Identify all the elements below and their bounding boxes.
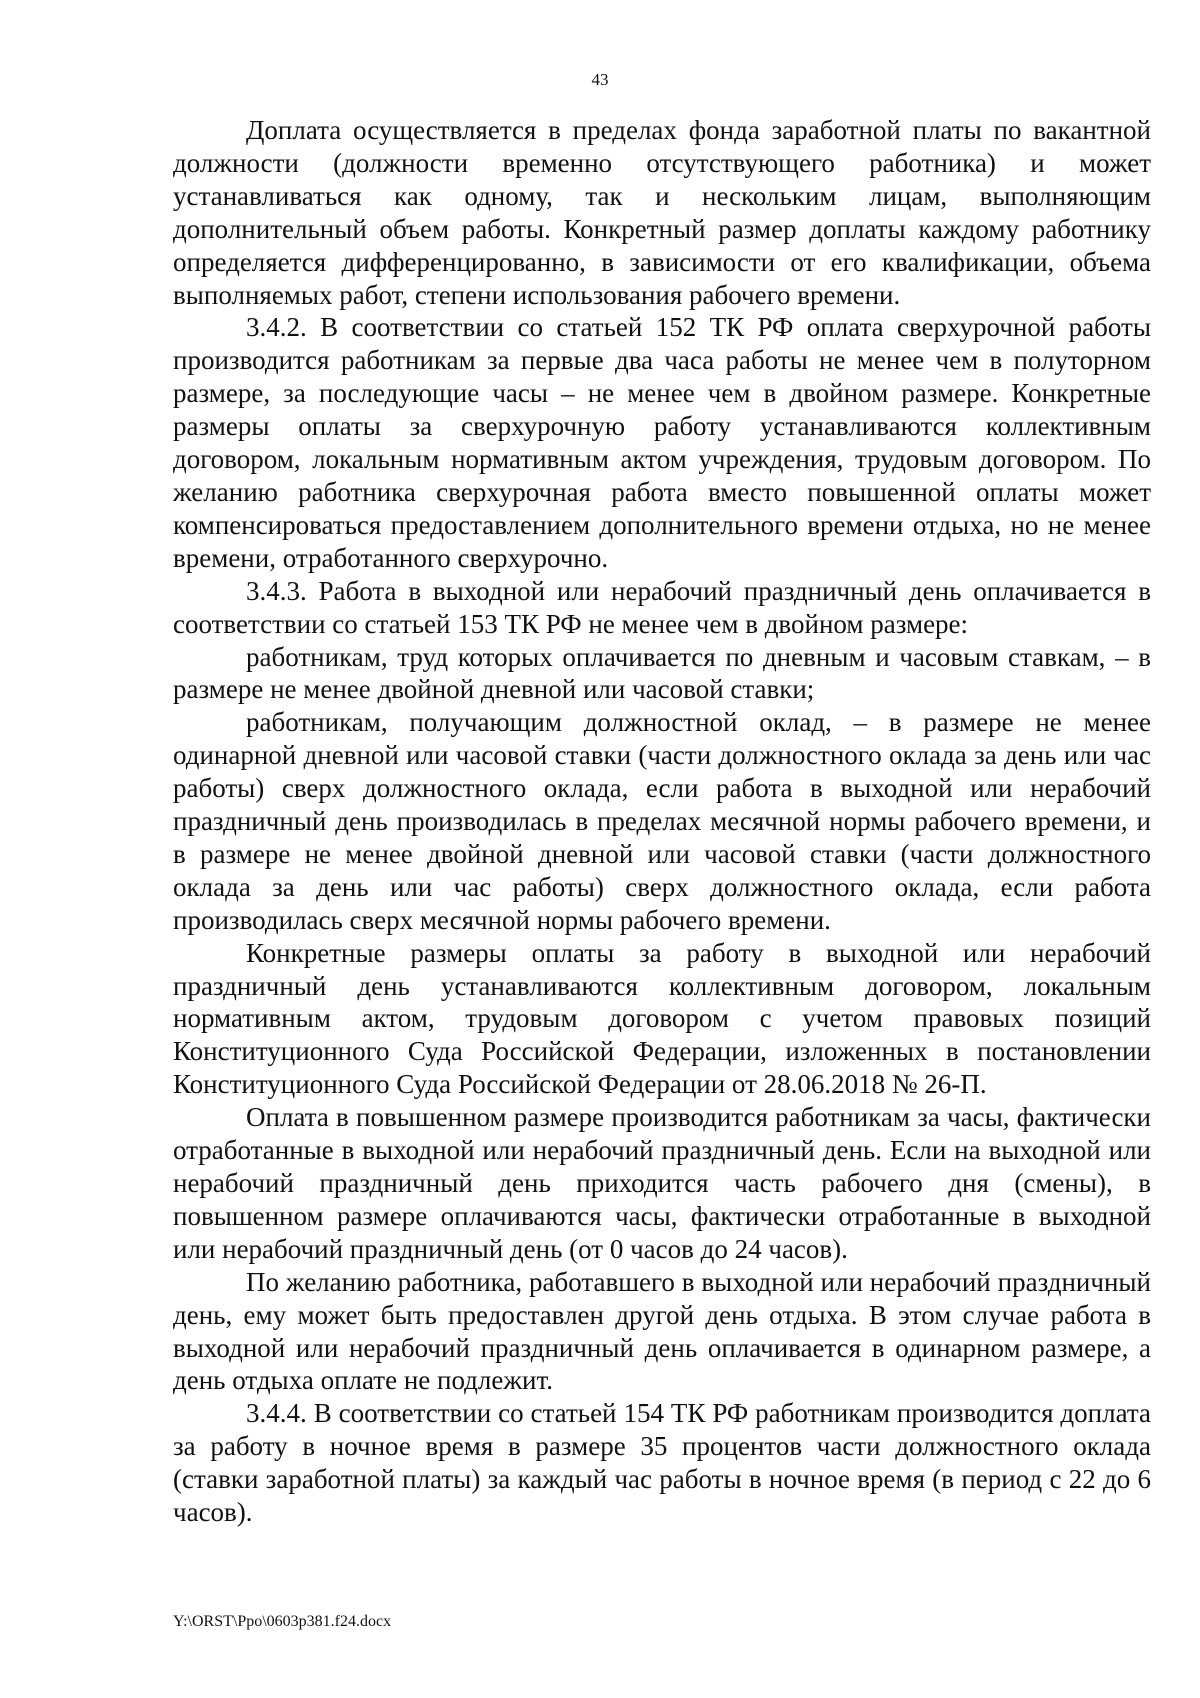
paragraph-allowance-vacancy: Доплата осуществляется в пределах фонда заработной платы по вакантной должности (должности временно отсутствующего работника) и может устанавливаться как одному, так и нескольким лицам, выполняющим дополнительный объем работы. Конкретный размер доплаты каждому работнику определяется дифференцированно, в зависимости от его квалификации, объема выполняемых работ, степени использования рабочего времени.	[173, 115, 1151, 310]
document-body	[173, 114, 1151, 1529]
paragraph-increased-pay-hours: Оплата в повышенном размере производится работникам за часы, фактически отработанные в выходной или нерабочий праздничный день. Если на выходной или нерабочий праздничный день приходится часть рабочего дня (смены), в повышенном размере оплачиваются часы, фактически отработанные в выходной или нерабочий праздничный день (от 0 часов до 24 часов).	[173, 1102, 1151, 1264]
paragraph-3-4-2-overtime: 3.4.2. В соответствии со статьей 152 ТК РФ оплата сверхурочной работы производится работникам за первые два часа работы не менее чем в полуторном размере, за последующие часы – не менее чем в двойном размере. Конкретные размеры оплаты за сверхурочную работу устанавливаются коллективным договором, локальным нормативным актом учреждения, трудовым договором. По желанию работника сверхурочная работа вместо повышенной оплаты может компенсироваться предоставлением дополнительного времени отдыха, но не менее времени, отработанного сверхурочно.	[173, 312, 1151, 573]
paragraph-daily-hourly-rates: работникам, труд которых оплачивается по дневным и часовым ставкам, – в размере не менее двойной дневной или часовой ставки;	[173, 641, 1151, 705]
page-number: 43	[591, 70, 609, 89]
paragraph-day-off-option: По желанию работника, работавшего в выходной или нерабочий праздничный день, ему может быть предоставлен другой день отдыха. В этом случае работа в выходной или нерабочий праздничный день оплачивается в одинарном размере, а день отдыха оплате не подлежит.	[173, 1266, 1151, 1396]
paragraph-holiday-pay-amounts: Конкретные размеры оплаты за работу в выходной или нерабочий праздничный день устанавливаются коллективным договором, локальным нормативным актом, трудовым договором с учетом правовых позиций Конституционного Суда Российской Федерации, изложенных в постановлении Конституционного Суда Российской Федерации от 28.06.2018 № 26-П.	[173, 937, 1151, 1100]
paragraph-salaried-workers: работникам, получающим должностной оклад, – в размере не менее одинарной дневной или часовой ставки (части должностного оклада за день или час работы) сверх должностного оклада, если работа в выходной или нерабочий праздничный день производилась в пределах месячной нормы рабочего времени, и в размере не менее двойной дневной или часовой ставки (части должностного оклада за день или час работы) сверх должностного оклада, если работа производилась сверх месячной нормы рабочего времени.	[173, 707, 1151, 935]
file-path-footer: Y:\ORST\Ppo\0603p381.f24.docx	[173, 1613, 392, 1630]
paragraph-3-4-3-holiday-work: 3.4.3. Работа в выходной или нерабочий праздничный день оплачивается в соответствии со статьей 153 ТК РФ не менее чем в двойном размере:	[173, 575, 1151, 639]
paragraph-3-4-4-night-work: 3.4.4. В соответствии со статьей 154 ТК РФ работникам производится доплата за работу в ночное время в размере 35 процентов части должностного оклада (ставки заработной платы) за каждый час работы в ночное время (в период с 22 до 6 часов).	[173, 1398, 1151, 1528]
